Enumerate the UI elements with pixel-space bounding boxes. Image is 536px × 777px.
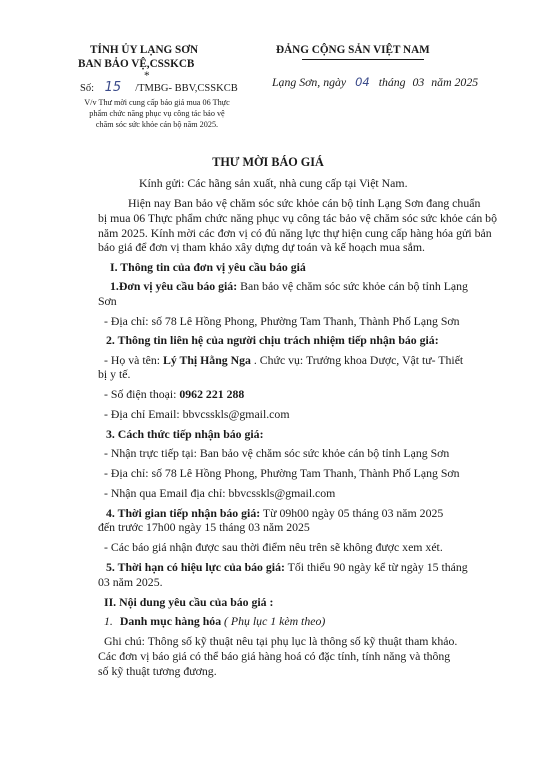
phone-label: - Số điện thoại:: [104, 387, 180, 401]
party-name: ĐẢNG CỘNG SẢN VIỆT NAM: [276, 44, 430, 56]
unit-label: 1.Đơn vị yêu cầu báo giá:: [110, 279, 238, 293]
intro-line-4: báo giá để đơn vị tham khảo xây dựng dự toán và kế hoạch mua sắm.: [98, 240, 425, 254]
validity-label: 5. Thời hạn có hiệu lực của báo giá:: [106, 560, 285, 574]
subject-line-3: chăm sóc sức khỏe cán bộ năm 2025.: [95, 120, 219, 129]
contact-name: Lý Thị Hằng Nga: [162, 353, 251, 367]
receive-time-cont: đến trước 17h00 ngày 15 tháng 03 năm 2025: [98, 520, 310, 534]
doc-number-handwritten: 15: [104, 80, 122, 95]
receive-address: - Địa chỉ: số 78 Lê Hồng Phong, Phường Tam Thanh, Thành Phố Lạng Sơn: [104, 466, 460, 480]
goods-list-annex: ( Phụ lục 1 kèm theo): [221, 614, 326, 628]
email-line: - Địa chỉ Email: bbvcsskls@gmail.com: [104, 407, 290, 421]
address-line: - Địa chỉ: số 78 Lê Hồng Phong, Phường Tam Thanh, Thành Phố Lạng Sơn: [104, 314, 460, 328]
note-line-1: Ghi chú: Thông số kỹ thuật nêu tại phụ lục là thông số kỹ thuật tham khảo.: [104, 634, 458, 648]
note-line-3: số kỹ thuật tương đương.: [98, 664, 217, 678]
goods-list-line: [104, 614, 325, 629]
org-line-2: BAN BẢO VỆ,CSSKCB: [78, 58, 195, 70]
receive-method-heading: 3. Cách thức tiếp nhận báo giá:: [106, 427, 264, 441]
star-mark: *: [144, 70, 150, 82]
note-line-2: Các đơn vị báo giá có thể báo giá hàng hoá có đặc tính, tính năng và thông: [98, 649, 451, 663]
phone-line: [104, 387, 244, 402]
party-underline: [302, 59, 424, 60]
validity-cont: 03 năm 2025.: [98, 575, 163, 589]
doc-number-prefix: Số:: [80, 83, 95, 94]
date-prefix: Lạng Sơn, ngày: [272, 75, 347, 89]
section-1-heading: I. Thông tin của đơn vị yêu cầu báo giá: [110, 260, 306, 274]
greeting: Kính gửi: Các hãng sản xuất, nhà cung cấp tại Việt Nam.: [139, 176, 408, 190]
date-month: 03: [412, 75, 425, 89]
receive-time-label: 4. Thời gian tiếp nhận báo giá:: [106, 506, 261, 520]
goods-list-number: 1.: [104, 614, 113, 628]
receive-email: - Nhận qua Email địa chỉ: bbvcsskls@gmail.com: [104, 486, 336, 500]
subject-line-1: V/v Thư mời cung cấp báo giá mua 06 Thực: [84, 98, 230, 107]
org-line-1: TỈNH ỦY LẠNG SƠN: [90, 44, 199, 56]
validity-text: Tối thiểu 90 ngày kể từ ngày 15 tháng: [284, 560, 468, 574]
intro-line-2: bị mua 06 Thực phẩm chức năng phục vụ công tác bảo vệ chăm sóc sức khỏe cán bộ: [98, 211, 497, 225]
goods-list-label: Danh mục hàng hóa: [119, 614, 222, 628]
receive-time-text: Từ 09h00 ngày 05 tháng 03 năm 2025: [260, 506, 444, 520]
validity-line: [106, 560, 468, 575]
contact-position-cont: bị y tế.: [98, 367, 131, 381]
unit-line-cont: Sơn: [98, 294, 117, 308]
date-mid: tháng: [378, 75, 406, 89]
receive-time-note: - Các báo giá nhận được sau thời điểm nêu trên sẽ không được xem xét.: [104, 540, 443, 554]
phone-number: 0962 221 288: [179, 387, 245, 401]
receive-time-line: [106, 506, 443, 521]
contact-position: . Chức vụ: Trưởng khoa Dược, Vật tư- Thiết: [250, 353, 464, 367]
unit-text: Ban bảo vệ chăm sóc sức khỏe cán bộ tỉnh Lạng: [237, 279, 468, 293]
document-title: THƯ MỜI BÁO GIÁ: [212, 155, 324, 169]
subject-line-2: phẩm chức năng phục vụ công tác bảo vệ: [89, 109, 225, 118]
date-day: 04: [355, 75, 370, 89]
receive-direct: - Nhận trực tiếp tại: Ban bảo vệ chăm sóc sức khỏe cán bộ tỉnh Lạng Sơn: [104, 446, 450, 460]
contact-heading: 2. Thông tin liên hệ của người chịu trách nhiệm tiếp nhận báo giá:: [106, 333, 439, 347]
doc-number: [80, 80, 238, 95]
intro-line-3: năm 2025. Kính mời các đơn vị có đủ năng lực thự hiện cung cấp hàng hóa gửi bản: [98, 226, 492, 240]
contact-name-line: [104, 353, 463, 368]
doc-number-suffix: /TMBG- BBV,CSSKCB: [135, 83, 238, 94]
intro-line-1: Hiện nay Ban bảo vệ chăm sóc sức khỏe cán bộ tỉnh Lạng Sơn đang chuẩn: [128, 196, 481, 210]
date-line: [272, 75, 478, 90]
section-2-heading: II. Nội dung yêu cầu của báo giá :: [104, 595, 274, 609]
name-prefix: - Họ và tên:: [104, 353, 163, 367]
date-suffix: năm 2025: [431, 75, 479, 89]
unit-line: [110, 279, 468, 294]
